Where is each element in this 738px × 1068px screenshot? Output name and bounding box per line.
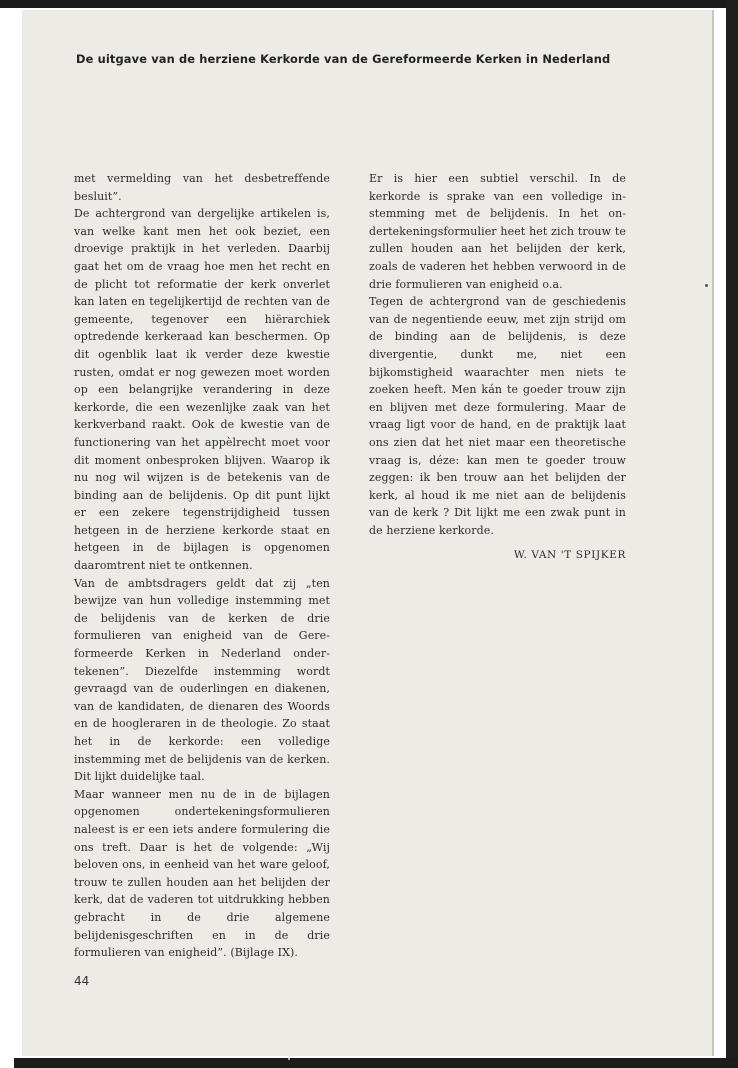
- author-signature: W. VAN 'T SPIJKER: [513, 549, 626, 562]
- left-paragraph-4: Maar wanneer men nu de in de bijlagen opgenomen ondertekeningsformulieren naleest is er een iets andere formulering die ons treft. Daar is het de volgende: „Wij beloven ons, in eenheid van het ware geloof, trouw te zullen houden aan het belijden der kerk, dat de vaderen tot uitdrukking hebben gebracht in de drie algemene belijdenisgeschriften en in de drie formulieren van enigheid”. (Bijlage IX).: [74, 787, 330, 960]
- running-header: De uitgave van de herziene Kerkorde van de Gereformeerde Kerken in Nederland: [76, 52, 611, 66]
- left-paragraph-1: met vermelding van het desbetreffende besluit”.: [74, 172, 330, 203]
- page-number: 44: [74, 974, 90, 988]
- scan-speck: [288, 1058, 290, 1060]
- left-paragraph-3: Van de ambtsdragers geldt dat zij „ten bewijze van hun volledige instemming met de belijdenis van de kerken de drie formulieren van enigheid van de Gereformeerde Kerken in Nederland ondertekenen”. Diezelfde instemming wordt gevraagd van de ouderlingen en diakenen, van de kandidaten, de dienaren des Woords en de hoogleraren in de theologie. Zo staat het in de kerkorde: een volledige instemming met de belijdenis van de kerken. Dit lijkt duidelijke taal.: [74, 576, 330, 784]
- left-paragraph-2: De achtergrond van dergelijke artikelen is, van welke kant men het ook beziet, een droevige praktijk in het verleden. Daarbij gaat het om de vraag hoe men het recht en de plicht tot reformatie der kerk onverlet kan laten en tegelijkertijd de rechten van de gemeente, tegenover een hiërarchiek optredende kerkeraad kan beschermen. Op dit ogenblik laat ik verder deze kwestie rusten, omdat er nog gewezen moet worden op een belangrijke verandering in deze kerkorde, die een wezenlijke zaak van het kerkverband raakt. Ook de kwestie van de functionering van het appèlrecht moet voor dit moment onbesproken blijven. Waarop ik nu nog wil wijzen is de betekenis van de binding aan de belijdenis. Op dit punt lijkt er een zekere tegenstrijdigheid tussen hetgeen in de herziene kerkorde staat en hetgeen in de bijlagen is opgenomen daaromtrent niet te ontkennen.: [74, 207, 330, 573]
- scan-border-top: [0, 0, 738, 8]
- scan-border-right: [726, 0, 738, 1068]
- left-column: [74, 170, 330, 962]
- scan-speck: [705, 284, 708, 287]
- scan-border-bottom: [14, 1058, 738, 1068]
- right-column: [369, 170, 626, 565]
- right-paragraph-2: Tegen de achtergrond van de geschiedenis van de negentiende eeuw, met zijn strijd om de binding aan de belijdenis, is deze divergentie, dunkt me, niet een bijkomstigheid waarachter men niets te zoeken heeft. Men kán te goeder trouw zijn en blijven met deze formulering. Maar de vraag ligt voor de hand, en de praktijk laat ons zien dat het niet maar een theoretische vraag is, déze: kan men te goeder trouw zeggen: ik ben trouw aan het belijden der kerk, al houd ik me niet aan de belijdenis van de kerk ? Dit lijkt me een zwak punt in de herziene kerkorde.: [369, 295, 626, 537]
- right-paragraph-1: Er is hier een subtiel verschil. In de kerkorde is sprake van een volledige instemming met de belijdenis. In het ondertekeningsformulier heet het zich trouw te zullen houden aan het belijden der kerk, zoals de vaderen het hebben verwoord in de drie formulieren van enigheid o.a.: [369, 172, 626, 291]
